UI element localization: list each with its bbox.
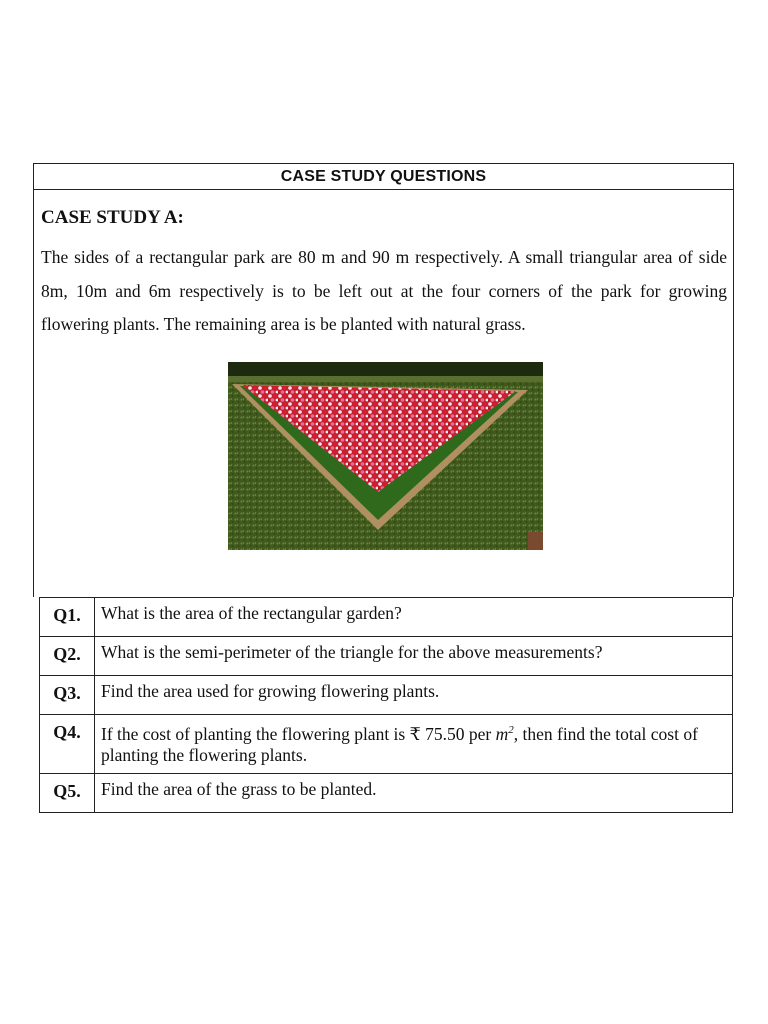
question-text-after: , then find the total cost of planting the flowering plants. bbox=[101, 723, 698, 765]
unit-variable: m bbox=[495, 723, 509, 744]
question-number: Q1. bbox=[40, 598, 95, 637]
question-row bbox=[40, 598, 733, 637]
flower-bed-photo bbox=[228, 362, 543, 550]
question-row bbox=[40, 715, 733, 774]
question-number: Q4. bbox=[40, 715, 95, 774]
question-text: Find the area used for growing flowering plants. bbox=[95, 676, 733, 715]
questions-table bbox=[39, 597, 733, 813]
question-row bbox=[40, 637, 733, 676]
question-text: What is the area of the rectangular garden? bbox=[95, 598, 733, 637]
case-heading: CASE STUDY A: bbox=[41, 207, 184, 228]
case-text: The sides of a rectangular park are 80 m and 90 m respectively. A small triangular area of side 8m, 10m and 6m respectively is to be left out at the four corners of the park for growing flowering plants. The remaining area is be planted with natural grass. bbox=[41, 247, 727, 334]
question-text: Find the area of the grass to be planted. bbox=[95, 774, 733, 813]
question-row bbox=[40, 676, 733, 715]
page-title: CASE STUDY QUESTIONS bbox=[33, 163, 734, 190]
worksheet bbox=[33, 163, 734, 813]
photo-container bbox=[43, 362, 727, 550]
question-number: Q2. bbox=[40, 637, 95, 676]
unit-exponent: 2 bbox=[508, 724, 514, 736]
question-text-before: If the cost of planting the flowering plant is ₹ 75.50 per bbox=[101, 723, 496, 744]
case-study-block bbox=[33, 190, 734, 597]
question-number: Q3. bbox=[40, 676, 95, 715]
question-row bbox=[40, 774, 733, 813]
question-text bbox=[95, 715, 733, 774]
question-number: Q5. bbox=[40, 774, 95, 813]
question-text: What is the semi-perimeter of the triangle for the above measurements? bbox=[95, 637, 733, 676]
